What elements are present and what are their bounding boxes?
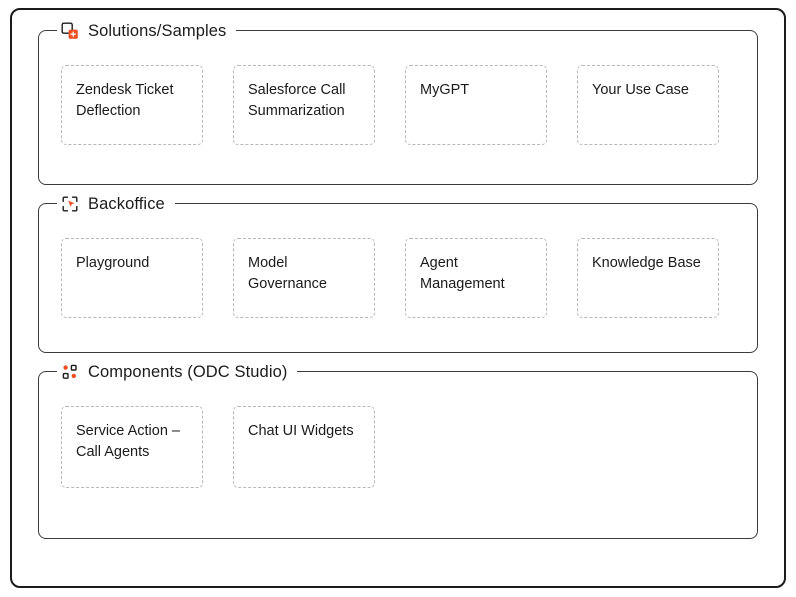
group-list	[38, 22, 758, 539]
group-legend-components	[57, 361, 297, 383]
card-zendesk-ticket-deflection[interactable]	[61, 65, 203, 145]
group-solutions-samples	[38, 22, 758, 185]
card-salesforce-call-summarization[interactable]	[233, 65, 375, 145]
card-label: Service Action – Call Agents	[76, 423, 180, 460]
card-label: Zendesk Ticket Deflection	[76, 82, 174, 119]
group-title: Components (ODC Studio)	[88, 363, 288, 381]
card-label: Model Governance	[248, 255, 327, 292]
card-agent-management[interactable]	[405, 238, 547, 318]
card-row	[61, 65, 735, 145]
card-your-use-case[interactable]	[577, 65, 719, 145]
group-legend-solutions-samples	[57, 20, 236, 42]
card-label: Playground	[76, 255, 150, 271]
components-grid-icon	[61, 363, 79, 381]
card-label: Salesforce Call Summarization	[248, 82, 346, 119]
card-label: Knowledge Base	[592, 255, 701, 271]
card-service-action-call-agents[interactable]	[61, 406, 203, 488]
card-playground[interactable]	[61, 238, 203, 318]
cursor-frame-icon	[61, 195, 79, 213]
group-backoffice	[38, 195, 758, 353]
group-title: Solutions/Samples	[88, 22, 227, 40]
copy-plus-icon	[61, 22, 79, 40]
card-knowledge-base[interactable]	[577, 238, 719, 318]
card-row	[61, 238, 735, 318]
group-legend-backoffice	[57, 193, 175, 215]
outer-frame	[10, 8, 786, 588]
card-label: Agent Management	[420, 255, 505, 292]
group-title: Backoffice	[88, 195, 165, 213]
card-row	[61, 406, 735, 488]
card-label: MyGPT	[420, 82, 470, 98]
card-label: Chat UI Widgets	[248, 423, 354, 439]
card-model-governance[interactable]	[233, 238, 375, 318]
card-mygpt[interactable]	[405, 65, 547, 145]
card-chat-ui-widgets[interactable]	[233, 406, 375, 488]
group-components-odc-studio	[38, 363, 758, 539]
card-label: Your Use Case	[592, 82, 689, 98]
